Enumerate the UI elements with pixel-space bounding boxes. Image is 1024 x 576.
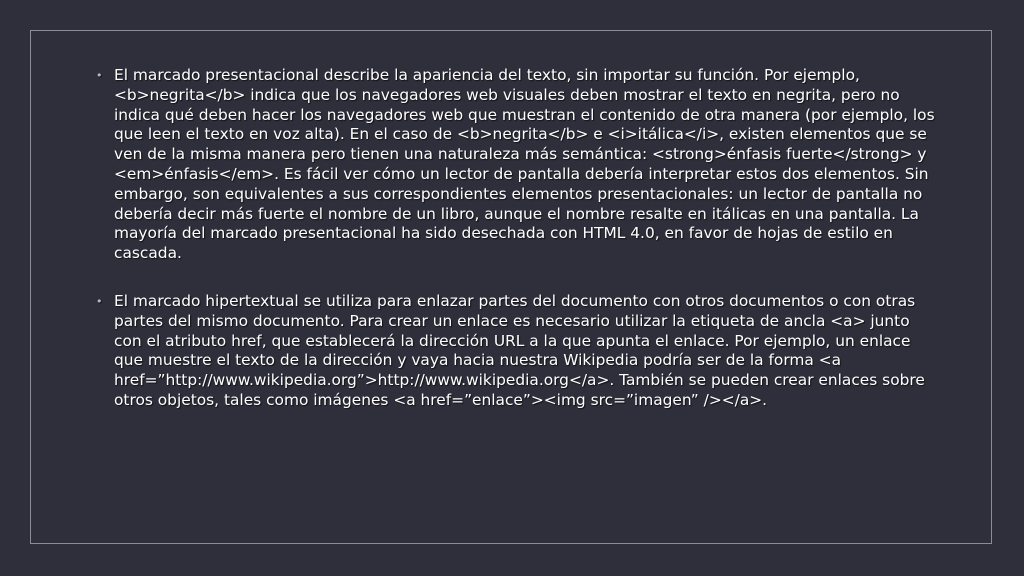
bullet-text: El marcado presentacional describe la apariencia del texto, sin importar su función. Por ejemplo, <b>negrita</b> indica que los navegadores web visuales deben mostrar el texto en negrita, pero no indica qué deben hacer los navegadores web que muestran el contenido de otra manera (por ejemplo, los que leen el texto en voz alta). En el caso de <b>negrita</b> e <i>itálica</i>, existen elementos que se ven de la misma manera pero tienen una naturaleza más semántica: <strong>énfasis fuerte</strong> y <em>énfasis</em>. Es fácil ver cómo un lector de pantalla debería interpretar estos dos elementos. Sin embargo, son equivalentes a sus correspondientes elementos presentacionales: un lector de pantalla no debería decir más fuerte el nombre de un libro, aunque el nombre resalte en itálicas en una pantalla. La mayoría del marcado presentacional ha sido desechada con HTML 4.0, en favor de hojas de estilo en cascada. <box>114 66 935 263</box>
bullet-item-hypertext-markup <box>96 292 936 411</box>
bullet-list <box>96 66 936 411</box>
bullet-dot-icon: • <box>96 294 103 308</box>
bullet-dot-icon: • <box>96 69 103 82</box>
bullet-item-presentational-markup <box>96 66 936 264</box>
bullet-text: El marcado hipertextual se utiliza para enlazar partes del documento con otros documentos o con otras partes del mismo documento. Para crear un enlace es necesario utilizar la etiqueta de ancla <a> junto con el atributo href, que establecerá la dirección URL a la que apunta el enlace. Por ejemplo, un enlace que muestre el texto de la dirección y vaya hacia nuestra Wikipedia podría ser de la forma <a href=”http://www.wikipedia.org”>http://www.wikipedia.org</a>. También se pueden crear enlaces sobre otros objetos, tales como imágenes <a href=”enlace”><img src=”imagen” /></a>. <box>114 291 925 409</box>
